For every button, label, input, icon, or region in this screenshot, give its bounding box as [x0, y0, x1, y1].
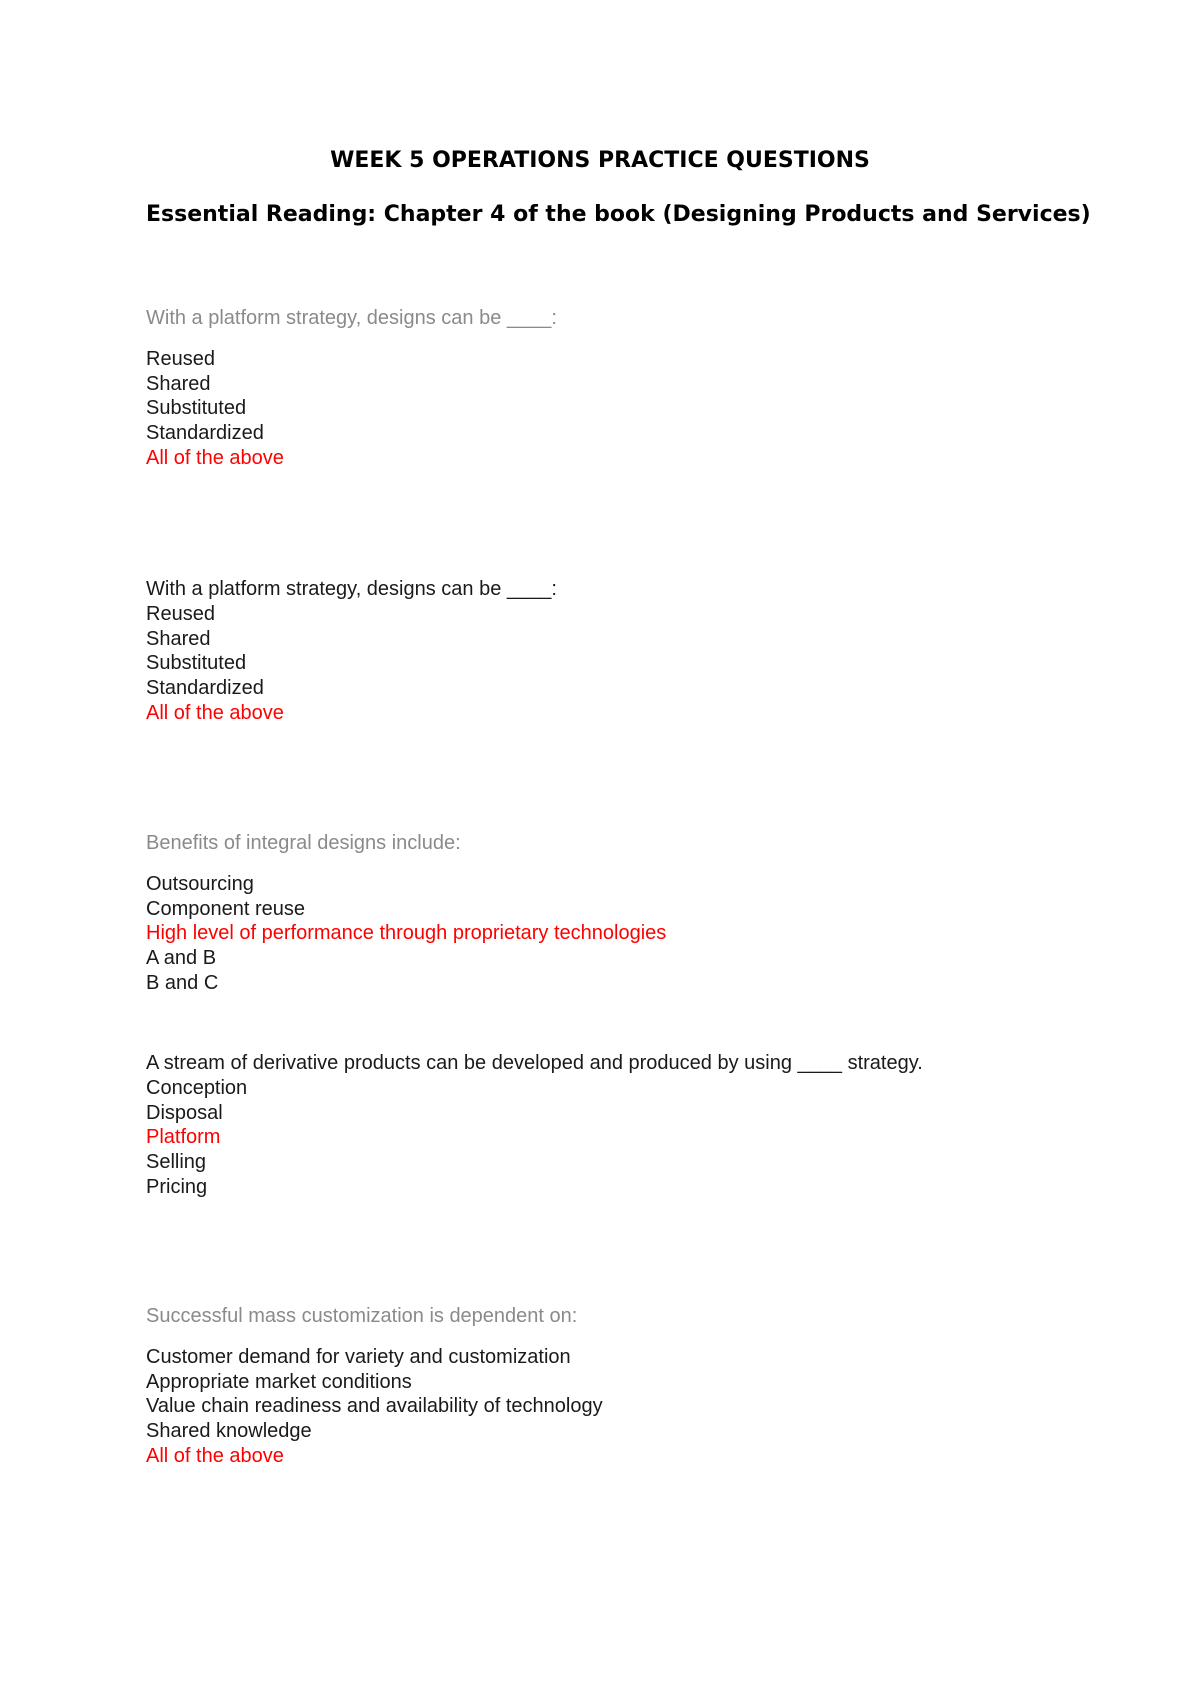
question-4-option-a: Conception	[146, 1076, 248, 1099]
essential-reading-heading: Essential Reading: Chapter 4 of the book (Designing Products and Services)	[146, 202, 1091, 227]
question-3	[146, 831, 666, 996]
question-5-option-d: Shared knowledge	[146, 1420, 312, 1443]
question-4	[146, 1051, 923, 1200]
question-1-options	[146, 347, 557, 471]
question-3-text: Benefits of integral designs include:	[146, 832, 461, 854]
question-3-option-b: Component reuse	[146, 897, 305, 920]
question-2-option-b: Shared	[146, 627, 211, 650]
question-3-option-e: B and C	[146, 971, 219, 994]
page-title: WEEK 5 OPERATIONS PRACTICE QUESTIONS	[330, 148, 870, 173]
question-1-option-c: Substituted	[146, 397, 247, 420]
question-4-option-d: Selling	[146, 1151, 207, 1174]
question-2-option-a: Reused	[146, 602, 215, 625]
question-1-correct-answer: All of the above	[146, 446, 284, 469]
question-4-text: A stream of derivative products can be developed and produced by using ____ strategy.	[146, 1052, 923, 1074]
question-3-correct-answer: High level of performance through proprietary technologies	[146, 922, 667, 945]
question-3-options	[146, 872, 666, 996]
question-3-option-d: A and B	[146, 947, 217, 970]
question-1-option-a: Reused	[146, 347, 215, 370]
question-1-option-b: Shared	[146, 372, 211, 395]
question-4-correct-answer: Platform	[146, 1126, 221, 1149]
question-4-options	[146, 1076, 923, 1200]
question-5-text: Successful mass customization is dependent on:	[146, 1305, 578, 1327]
question-1	[146, 306, 557, 471]
question-5-option-b: Appropriate market conditions	[146, 1370, 412, 1393]
question-1-text: With a platform strategy, designs can be ____:	[146, 307, 557, 329]
question-1-option-d: Standardized	[146, 422, 264, 445]
question-2-correct-answer: All of the above	[146, 701, 284, 724]
question-4-option-e: Pricing	[146, 1175, 208, 1198]
question-2	[146, 577, 557, 726]
question-2-text: With a platform strategy, designs can be ____:	[146, 578, 557, 600]
question-2-option-c: Substituted	[146, 652, 247, 675]
question-5	[146, 1304, 603, 1469]
question-5-correct-answer: All of the above	[146, 1444, 284, 1467]
question-5-option-c: Value chain readiness and availability of technology	[146, 1395, 603, 1418]
question-5-options	[146, 1345, 603, 1469]
question-2-options	[146, 602, 557, 726]
question-4-option-b: Disposal	[146, 1101, 223, 1124]
question-3-option-a: Outsourcing	[146, 872, 254, 895]
question-2-option-d: Standardized	[146, 677, 264, 700]
question-5-option-a: Customer demand for variety and customization	[146, 1345, 571, 1368]
